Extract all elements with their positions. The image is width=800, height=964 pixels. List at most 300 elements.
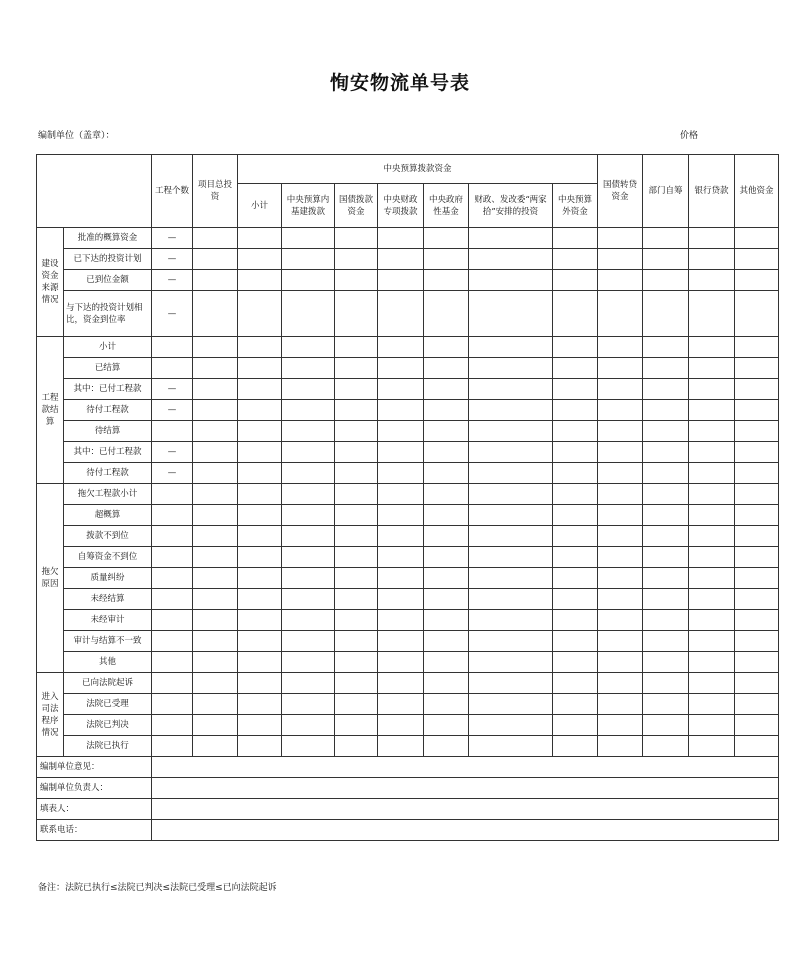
data-cell[interactable] [378,291,424,337]
data-cell[interactable] [282,715,335,736]
data-cell[interactable] [735,379,779,400]
data-cell[interactable] [282,673,335,694]
data-cell[interactable] [598,291,643,337]
data-cell[interactable] [689,547,735,568]
data-cell[interactable] [238,652,282,673]
data-cell[interactable] [282,270,335,291]
data-cell[interactable] [689,400,735,421]
data-cell[interactable] [643,526,689,547]
data-cell[interactable] [335,547,378,568]
data-cell[interactable] [553,694,598,715]
row-label: 未经结算 [64,589,152,610]
data-cell[interactable] [469,270,553,291]
data-cell[interactable] [469,400,553,421]
data-cell[interactable] [378,568,424,589]
data-cell[interactable] [424,526,469,547]
data-cell[interactable] [424,589,469,610]
data-cell[interactable] [553,249,598,270]
data-cell[interactable] [193,484,238,505]
data-cell[interactable] [469,694,553,715]
data-cell[interactable] [689,736,735,757]
data-cell[interactable] [643,358,689,379]
data-cell[interactable] [469,673,553,694]
data-cell[interactable] [643,505,689,526]
data-cell[interactable] [238,421,282,442]
data-cell[interactable] [378,505,424,526]
data-cell[interactable] [378,484,424,505]
data-cell[interactable] [735,715,779,736]
data-cell[interactable] [643,484,689,505]
data-cell[interactable] [335,421,378,442]
data-cell[interactable] [689,379,735,400]
data-cell[interactable] [378,589,424,610]
data-cell[interactable] [598,379,643,400]
data-cell[interactable] [424,673,469,694]
data-cell[interactable] [735,421,779,442]
data-cell[interactable] [238,631,282,652]
data-cell[interactable] [335,337,378,358]
data-cell[interactable] [643,337,689,358]
data-cell[interactable] [282,291,335,337]
data-cell[interactable] [469,228,553,249]
data-cell[interactable] [238,694,282,715]
data-cell[interactable] [553,568,598,589]
data-cell[interactable] [598,442,643,463]
data-cell[interactable] [598,715,643,736]
data-cell[interactable] [689,526,735,547]
row-label: 批准的概算资金 [64,228,152,249]
data-cell[interactable] [378,337,424,358]
data-cell[interactable] [643,379,689,400]
data-cell[interactable] [689,505,735,526]
data-cell[interactable] [643,421,689,442]
data-cell[interactable] [643,736,689,757]
data-cell[interactable] [689,358,735,379]
data-cell[interactable] [335,249,378,270]
data-cell[interactable] [378,463,424,484]
data-cell[interactable] [689,228,735,249]
data-cell[interactable] [469,526,553,547]
data-cell[interactable] [335,442,378,463]
data-cell[interactable] [378,526,424,547]
data-cell[interactable] [378,673,424,694]
data-cell[interactable] [643,694,689,715]
count-cell [152,505,193,526]
data-cell[interactable] [469,291,553,337]
data-cell[interactable] [335,610,378,631]
data-cell[interactable] [378,694,424,715]
data-cell[interactable] [689,631,735,652]
data-cell[interactable] [238,736,282,757]
data-cell[interactable] [424,249,469,270]
data-cell[interactable] [469,652,553,673]
data-cell[interactable] [553,736,598,757]
data-cell[interactable] [335,589,378,610]
data-cell[interactable] [553,547,598,568]
data-cell[interactable] [598,400,643,421]
data-cell[interactable] [735,463,779,484]
data-cell[interactable] [598,228,643,249]
data-cell[interactable] [553,526,598,547]
data-cell[interactable] [378,421,424,442]
data-cell[interactable] [469,249,553,270]
data-cell[interactable] [735,442,779,463]
data-cell[interactable] [378,736,424,757]
data-cell[interactable] [553,484,598,505]
data-cell[interactable] [424,358,469,379]
data-cell[interactable] [424,484,469,505]
data-cell[interactable] [238,610,282,631]
data-cell[interactable] [735,228,779,249]
data-cell[interactable] [282,463,335,484]
data-cell[interactable] [643,652,689,673]
data-cell[interactable] [282,442,335,463]
data-cell[interactable] [424,379,469,400]
data-cell[interactable] [424,442,469,463]
data-cell[interactable] [598,673,643,694]
data-cell[interactable] [193,568,238,589]
data-cell[interactable] [643,463,689,484]
data-cell[interactable] [553,291,598,337]
data-cell[interactable] [193,589,238,610]
data-cell[interactable] [335,526,378,547]
data-cell[interactable] [689,694,735,715]
data-cell[interactable] [282,505,335,526]
data-cell[interactable] [238,568,282,589]
data-cell[interactable] [193,715,238,736]
data-cell[interactable] [193,463,238,484]
data-cell[interactable] [598,652,643,673]
header-bank-loan: 银行贷款 [689,155,735,228]
data-cell[interactable] [553,715,598,736]
data-cell[interactable] [193,337,238,358]
data-cell[interactable] [469,610,553,631]
data-cell[interactable] [643,568,689,589]
data-cell[interactable] [424,547,469,568]
data-cell[interactable] [469,505,553,526]
data-cell[interactable] [335,652,378,673]
data-cell[interactable] [553,442,598,463]
data-cell[interactable] [598,505,643,526]
data-cell[interactable] [238,291,282,337]
data-cell[interactable] [282,736,335,757]
data-cell[interactable] [735,270,779,291]
data-cell[interactable] [193,547,238,568]
data-cell[interactable] [598,589,643,610]
data-cell[interactable] [735,337,779,358]
data-cell[interactable] [689,715,735,736]
footer-value-cell[interactable] [152,778,779,799]
data-cell[interactable] [335,400,378,421]
data-cell[interactable] [469,337,553,358]
footer-row [37,757,779,778]
data-cell[interactable] [282,400,335,421]
data-cell[interactable] [469,484,553,505]
data-cell[interactable] [378,652,424,673]
data-cell[interactable] [735,505,779,526]
data-cell[interactable] [238,463,282,484]
data-cell[interactable] [238,526,282,547]
data-cell[interactable] [643,228,689,249]
footer-value-cell[interactable] [152,757,779,778]
data-cell[interactable] [238,673,282,694]
data-cell[interactable] [469,442,553,463]
data-cell[interactable] [598,526,643,547]
data-cell[interactable] [335,694,378,715]
data-cell[interactable] [735,589,779,610]
data-cell[interactable] [335,463,378,484]
data-cell[interactable] [193,652,238,673]
data-cell[interactable] [598,358,643,379]
data-cell[interactable] [424,694,469,715]
data-cell[interactable] [553,358,598,379]
data-cell[interactable] [282,652,335,673]
data-cell[interactable] [553,505,598,526]
data-cell[interactable] [424,400,469,421]
data-cell[interactable] [469,463,553,484]
table-row [37,249,779,270]
data-cell[interactable] [238,715,282,736]
data-cell[interactable] [335,228,378,249]
data-cell[interactable] [335,291,378,337]
data-cell[interactable] [335,270,378,291]
data-cell[interactable] [735,547,779,568]
data-cell[interactable] [469,736,553,757]
data-cell[interactable] [689,337,735,358]
data-cell[interactable] [598,694,643,715]
data-cell[interactable] [378,358,424,379]
data-cell[interactable] [689,442,735,463]
data-cell[interactable] [193,358,238,379]
data-cell[interactable] [553,673,598,694]
data-cell[interactable] [424,568,469,589]
data-cell[interactable] [282,694,335,715]
data-cell[interactable] [193,526,238,547]
data-cell[interactable] [598,568,643,589]
data-cell[interactable] [378,379,424,400]
data-cell[interactable] [282,358,335,379]
data-cell[interactable] [643,270,689,291]
data-cell[interactable] [689,610,735,631]
data-cell[interactable] [469,358,553,379]
data-cell[interactable] [378,228,424,249]
data-cell[interactable] [193,270,238,291]
data-cell[interactable] [378,631,424,652]
data-cell[interactable] [689,270,735,291]
data-cell[interactable] [282,631,335,652]
data-cell[interactable] [335,715,378,736]
data-cell[interactable] [735,568,779,589]
data-cell[interactable] [689,673,735,694]
data-cell[interactable] [553,270,598,291]
data-cell[interactable] [335,505,378,526]
data-cell[interactable] [735,484,779,505]
data-cell[interactable] [335,484,378,505]
data-cell[interactable] [689,421,735,442]
data-cell[interactable] [735,736,779,757]
data-cell[interactable] [469,715,553,736]
data-cell[interactable] [469,379,553,400]
data-cell[interactable] [424,505,469,526]
data-cell[interactable] [193,249,238,270]
data-cell[interactable] [282,379,335,400]
data-cell[interactable] [282,421,335,442]
data-cell[interactable] [282,484,335,505]
data-cell[interactable] [424,463,469,484]
data-cell[interactable] [598,249,643,270]
data-cell[interactable] [424,228,469,249]
data-cell[interactable] [282,526,335,547]
data-cell[interactable] [193,694,238,715]
data-cell[interactable] [238,358,282,379]
data-cell[interactable] [424,270,469,291]
data-cell[interactable] [335,568,378,589]
data-cell[interactable] [424,652,469,673]
data-cell[interactable] [193,736,238,757]
data-cell[interactable] [735,400,779,421]
data-cell[interactable] [598,337,643,358]
data-cell[interactable] [424,337,469,358]
data-cell[interactable] [335,358,378,379]
data-cell[interactable] [643,631,689,652]
data-cell[interactable] [238,379,282,400]
data-cell[interactable] [553,337,598,358]
data-cell[interactable] [424,736,469,757]
data-cell[interactable] [643,673,689,694]
data-cell[interactable] [193,673,238,694]
data-cell[interactable] [193,421,238,442]
data-cell[interactable] [553,463,598,484]
data-cell[interactable] [735,673,779,694]
data-cell[interactable] [553,228,598,249]
data-cell[interactable] [735,631,779,652]
data-cell[interactable] [553,379,598,400]
data-cell[interactable] [424,291,469,337]
data-cell[interactable] [643,249,689,270]
data-cell[interactable] [282,337,335,358]
data-cell[interactable] [469,631,553,652]
data-cell[interactable] [689,484,735,505]
data-cell[interactable] [238,270,282,291]
data-cell[interactable] [598,547,643,568]
data-cell[interactable] [689,568,735,589]
data-cell[interactable] [598,736,643,757]
data-cell[interactable] [378,547,424,568]
data-cell[interactable] [598,484,643,505]
data-cell[interactable] [238,589,282,610]
data-cell[interactable] [469,589,553,610]
data-cell[interactable] [378,249,424,270]
data-cell[interactable] [424,421,469,442]
data-cell[interactable] [689,589,735,610]
data-cell[interactable] [238,547,282,568]
data-cell[interactable] [238,505,282,526]
data-cell[interactable] [238,484,282,505]
data-cell[interactable] [469,547,553,568]
data-cell[interactable] [378,610,424,631]
data-cell[interactable] [643,400,689,421]
data-cell[interactable] [238,400,282,421]
data-cell[interactable] [282,610,335,631]
data-cell[interactable] [238,249,282,270]
data-cell[interactable] [469,421,553,442]
data-cell[interactable] [193,442,238,463]
data-cell[interactable] [193,228,238,249]
data-cell[interactable] [282,568,335,589]
data-cell[interactable] [553,421,598,442]
data-cell[interactable] [553,589,598,610]
data-cell[interactable] [598,631,643,652]
data-cell[interactable] [193,400,238,421]
footer-value-cell[interactable] [152,820,779,841]
data-cell[interactable] [378,715,424,736]
data-cell[interactable] [469,568,553,589]
data-cell[interactable] [643,547,689,568]
data-cell[interactable] [598,421,643,442]
data-cell[interactable] [689,249,735,270]
data-cell[interactable] [424,715,469,736]
data-cell[interactable] [335,673,378,694]
data-cell[interactable] [193,631,238,652]
data-cell[interactable] [735,694,779,715]
data-cell[interactable] [335,736,378,757]
data-cell[interactable] [193,610,238,631]
data-cell[interactable] [598,610,643,631]
data-cell[interactable] [735,358,779,379]
data-cell[interactable] [193,291,238,337]
data-cell[interactable] [193,505,238,526]
data-cell[interactable] [238,442,282,463]
data-cell[interactable] [553,610,598,631]
data-cell[interactable] [335,379,378,400]
data-cell[interactable] [553,400,598,421]
data-cell[interactable] [735,526,779,547]
data-cell[interactable] [689,652,735,673]
data-cell[interactable] [735,652,779,673]
data-cell[interactable] [193,379,238,400]
data-cell[interactable] [643,589,689,610]
data-cell[interactable] [643,442,689,463]
data-cell[interactable] [598,463,643,484]
data-cell[interactable] [282,547,335,568]
data-cell[interactable] [282,589,335,610]
data-cell[interactable] [735,249,779,270]
footer-value-cell[interactable] [152,799,779,820]
data-cell[interactable] [553,631,598,652]
data-cell[interactable] [689,291,735,337]
data-cell[interactable] [424,610,469,631]
data-cell[interactable] [643,610,689,631]
data-cell[interactable] [598,270,643,291]
count-cell: — [152,228,193,249]
data-cell[interactable] [553,652,598,673]
data-cell[interactable] [378,442,424,463]
data-cell[interactable] [378,400,424,421]
data-cell[interactable] [335,631,378,652]
data-cell[interactable] [643,291,689,337]
data-cell[interactable] [238,228,282,249]
data-cell[interactable] [282,228,335,249]
data-cell[interactable] [282,249,335,270]
header-sub-gov-fund: 中央政府性基金 [424,184,469,228]
data-cell[interactable] [735,610,779,631]
data-cell[interactable] [643,715,689,736]
data-cell[interactable] [689,463,735,484]
data-cell[interactable] [735,291,779,337]
data-cell[interactable] [238,337,282,358]
data-cell[interactable] [424,631,469,652]
data-cell[interactable] [378,270,424,291]
